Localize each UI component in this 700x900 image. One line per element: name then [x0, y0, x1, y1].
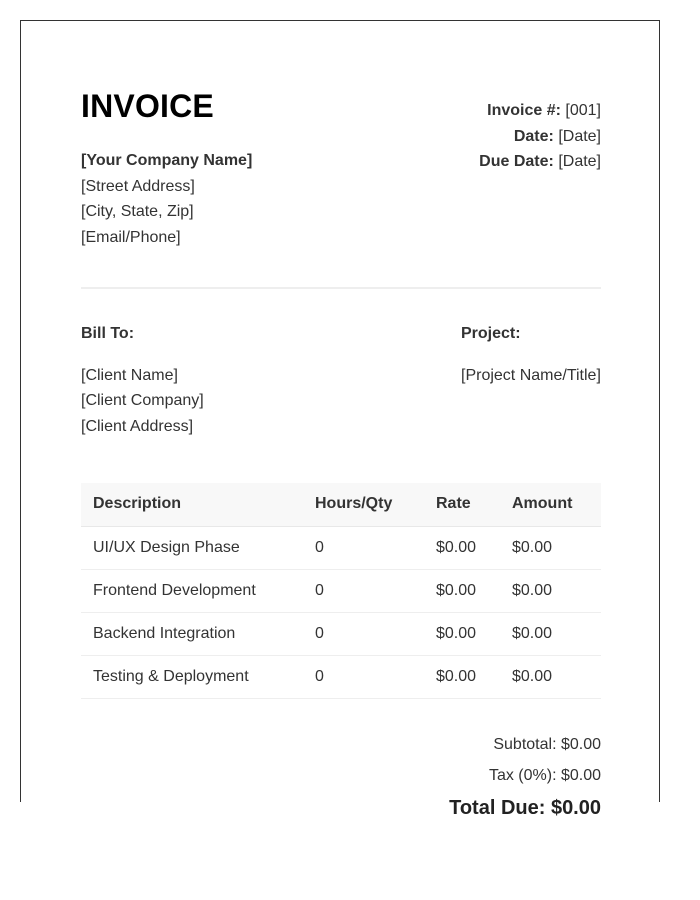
invoice-page: [20, 20, 660, 819]
bill-to-heading: Bill To:: [81, 325, 135, 342]
table-row: [81, 655, 601, 698]
cell-amount: $0.00: [500, 569, 601, 612]
table-row: [81, 526, 601, 569]
column-header-hours-qty: Hours/Qty: [303, 483, 424, 526]
due-date-label: Due Date:: [479, 153, 554, 170]
invoice-meta: [479, 98, 601, 175]
cell-hours-qty: 0: [303, 612, 424, 655]
cell-hours-qty: 0: [303, 655, 424, 698]
cell-description: Testing & Deployment: [81, 655, 303, 698]
cell-description: Backend Integration: [81, 612, 303, 655]
invoice-number-label: Invoice #:: [487, 102, 561, 119]
table-body: [81, 526, 601, 698]
column-header-rate: Rate: [424, 483, 500, 526]
cell-description: Frontend Development: [81, 569, 303, 612]
table-row: [81, 612, 601, 655]
invoice-date-value: [Date]: [558, 127, 601, 145]
invoice-title: INVOICE: [81, 88, 214, 124]
cell-rate: $0.00: [424, 526, 500, 569]
company-name: [Your Company Name]: [81, 152, 253, 169]
client-address: [Client Address]: [81, 417, 194, 435]
invoice-date-label: Date:: [513, 127, 554, 145]
column-header-description: Description: [81, 483, 303, 526]
cell-rate: $0.00: [424, 612, 500, 655]
cell-rate: $0.00: [424, 569, 500, 612]
cell-rate: $0.00: [424, 655, 500, 698]
invoice-date-line: [479, 124, 601, 150]
tax: Tax (0%): $0.00: [488, 767, 601, 784]
client-name: [Client Name]: [81, 366, 178, 384]
company-contact: [Email/Phone]: [81, 228, 181, 246]
line-items-table: [81, 483, 601, 699]
column-header-amount: Amount: [500, 483, 601, 526]
company-city: [City, State, Zip]: [81, 203, 194, 220]
section-divider: [81, 287, 601, 289]
cell-hours-qty: 0: [303, 569, 424, 612]
totals-section: [449, 729, 601, 824]
bill-to-section: [81, 321, 204, 439]
company-street: [Street Address]: [81, 177, 195, 195]
cell-amount: $0.00: [500, 655, 601, 698]
project-heading: Project:: [461, 325, 521, 342]
due-date-line: [479, 149, 601, 175]
project-name: [Project Name/Title]: [461, 366, 601, 384]
client-company: [Client Company]: [81, 392, 204, 409]
project-section: [461, 321, 601, 388]
total-due: Total Due: $0.00: [449, 797, 601, 819]
table-row: [81, 569, 601, 612]
due-date-value: [Date]: [558, 153, 601, 170]
invoice-number-value: [001]: [565, 102, 601, 119]
invoice-number-line: [479, 98, 601, 124]
company-info: [81, 148, 252, 250]
cell-description: UI/UX Design Phase: [81, 526, 303, 569]
subtotal: Subtotal: $0.00: [493, 736, 601, 753]
table-header-row: [81, 483, 601, 526]
table-header: [81, 483, 601, 526]
cell-amount: $0.00: [500, 526, 601, 569]
cell-amount: $0.00: [500, 612, 601, 655]
cell-hours-qty: 0: [303, 526, 424, 569]
